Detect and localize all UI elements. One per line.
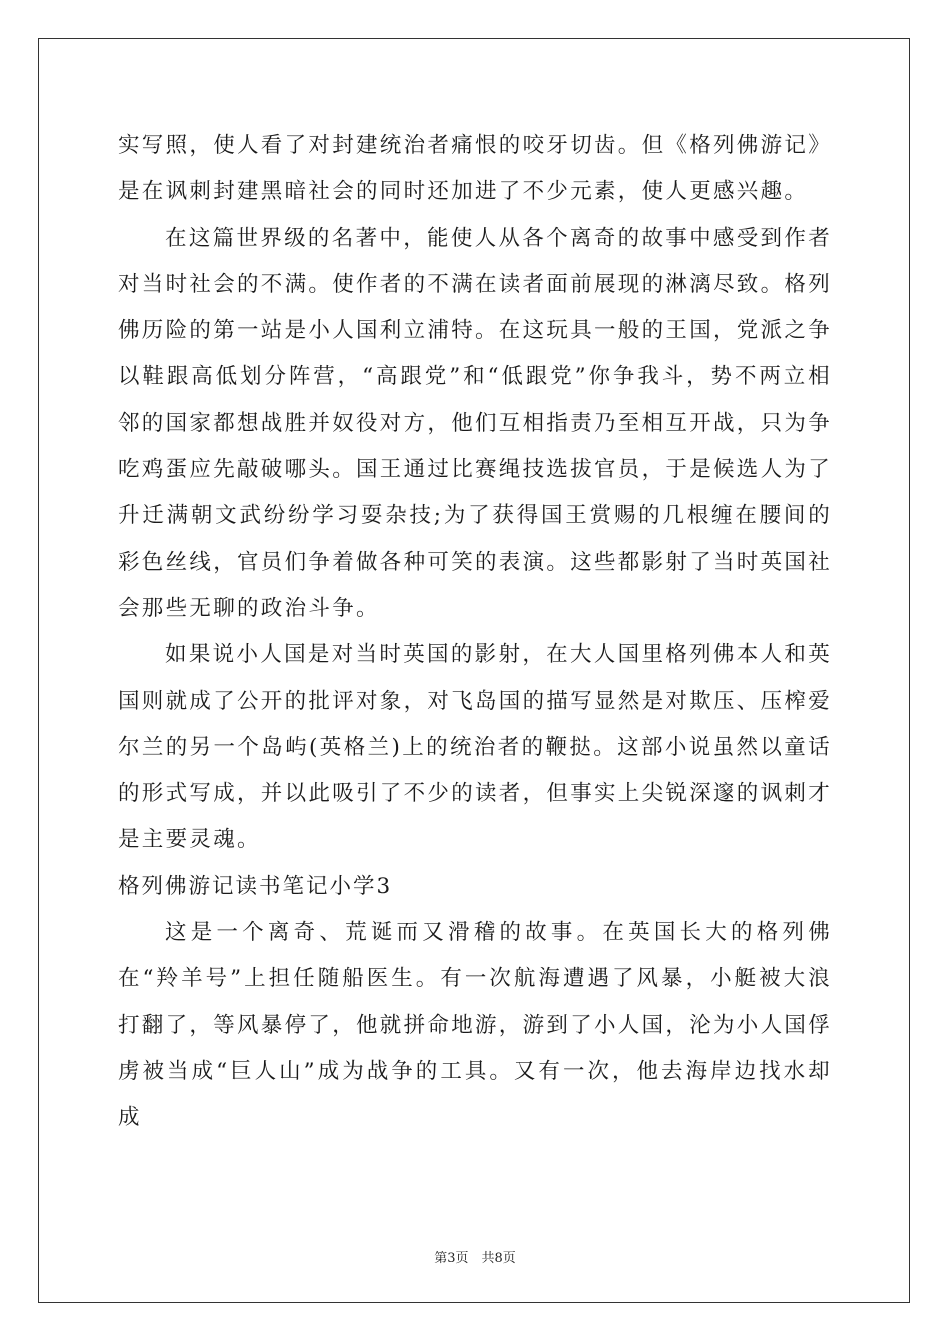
- section-heading: 格列佛游记读书笔记小学3: [118, 873, 393, 899]
- paragraph-continuation: 实写照，使人看了对封建统治者痛恨的咬牙切齿。但《格列佛游记》是在讽刺封建黑暗社会的同时还加进了不少元素，使人更感兴趣。: [118, 133, 833, 205]
- paragraph-story-intro: 这是一个离奇、荒诞而又滑稽的故事。在英国长大的格列佛在“羚羊号”上担任随船医生。有一次航海遭遇了风暴，小艇被大浪打翻了，等风暴停了，他就拼命地游，游到了小人国，沦为小人国俘虏被当成“巨人山”成为战争的工具。又有一次，他去海岸边找水却成: [118, 920, 833, 1131]
- paragraph-brobdingnag: 如果说小人国是对当时英国的影射，在大人国里格列佛本人和英国则就成了公开的批评对象，对飞岛国的描写显然是对欺压、压榨爱尔兰的另一个岛屿(英格兰)上的统治者的鞭挞。这部小说虽然以童话的形式写成，并以此吸引了不少的读者，但事实上尖锐深邃的讽刺才是主要灵魂。: [118, 642, 833, 853]
- paragraph-lilliput: 在这篇世界级的名著中，能使人从各个离奇的故事中感受到作者对当时社会的不满。使作者的不满在读者面前展现的淋漓尽致。格列佛历险的第一站是小人国利立浦特。在这玩具一般的王国，党派之争以鞋跟高低划分阵营，“高跟党”和“低跟党”你争我斗，势不两立相邻的国家都想战胜并奴役对方，他们互相指责乃至相互开战，只为争吃鸡蛋应先敲破哪头。国王通过比赛绳技选拔官员，于是候选人为了升迁满朝文武纷纷学习耍杂技;为了获得国王赏赐的几根缠在腰间的彩色丝线，官员们争着做各种可笑的表演。这些都影射了当时英国社会那些无聊的政治斗争。: [118, 225, 833, 621]
- document-body: [118, 123, 832, 1142]
- page-number-footer: 第3页 共8页: [434, 1251, 516, 1266]
